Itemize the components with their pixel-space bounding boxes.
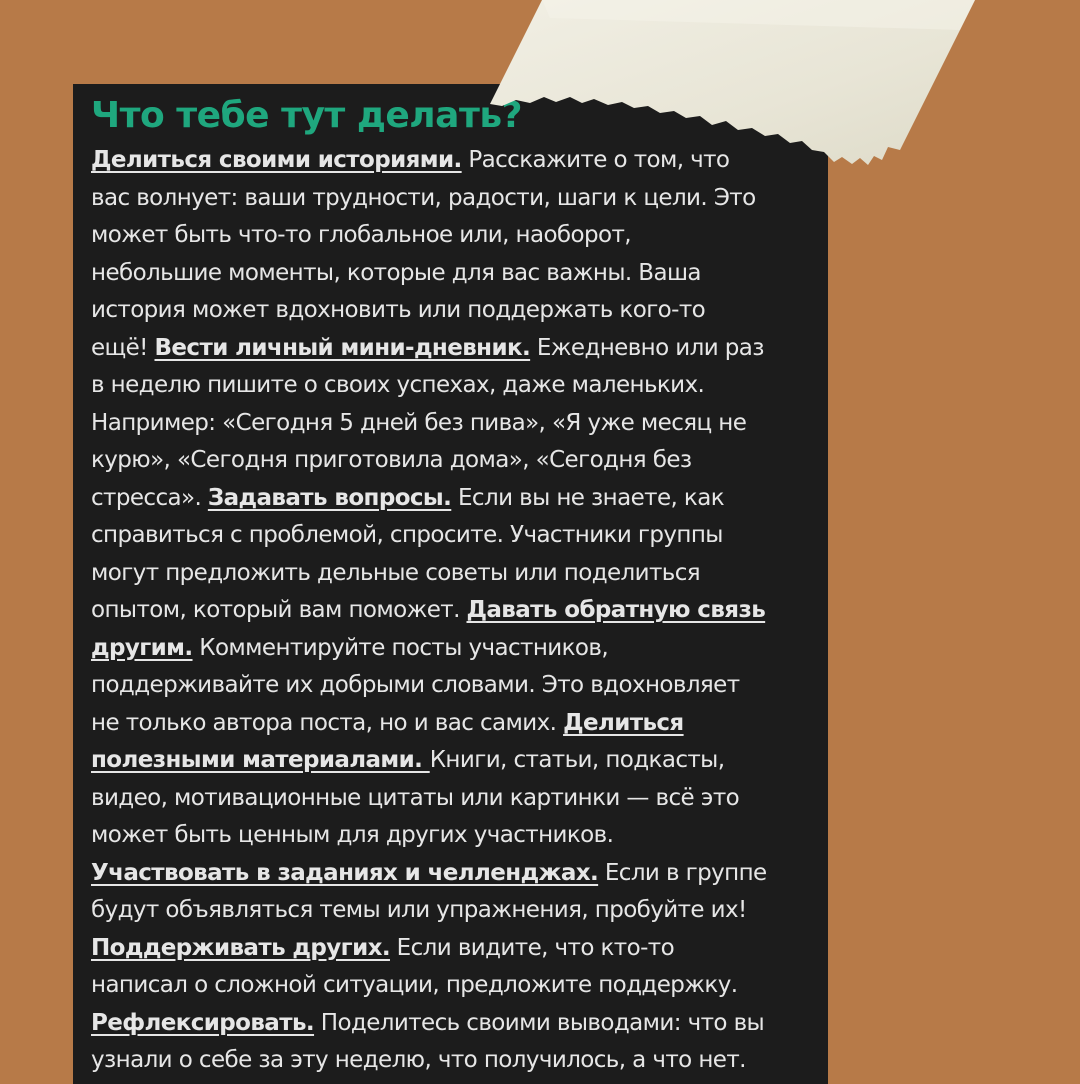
text-line	[91, 892, 811, 930]
text-segment: курю», «Сегодня приготовила дома», «Сегодня без	[91, 447, 692, 473]
text-segment: Книги, статьи, подкасты,	[429, 747, 725, 773]
text-segment: стресса».	[91, 484, 208, 511]
text-line	[91, 667, 811, 705]
text-line	[91, 930, 811, 968]
text-line	[91, 367, 811, 405]
text-segment: может быть ценным для других участников.	[91, 822, 614, 848]
text-segment: в неделю пишите о своих успехах, даже маленьких.	[91, 372, 705, 398]
highlight-heading: Поддерживать других.	[91, 934, 390, 961]
highlight-heading: Делиться своими историями.	[91, 147, 462, 173]
highlight-heading: другим.	[91, 634, 193, 661]
text-segment: поддерживайте их добрыми словами. Это вдохновляет	[91, 672, 740, 698]
text-line	[91, 1005, 811, 1043]
text-segment: будут объявляться темы или упражнения, пробуйте их!	[91, 897, 747, 923]
text-line	[91, 705, 811, 743]
text-segment: Ежедневно или раз	[530, 334, 764, 361]
text-segment: Если вы не знаете, как	[451, 484, 725, 511]
text-segment: справиться с проблемой, спросите. Участники группы	[91, 522, 723, 548]
text-line	[91, 630, 811, 668]
text-line	[91, 817, 811, 855]
text-line	[91, 292, 811, 330]
text-line	[91, 180, 811, 218]
text-segment: история может вдохновить или поддержать кого-то	[91, 297, 706, 323]
text-segment: не только автора поста, но и вас самих.	[91, 709, 564, 736]
text-line	[91, 1042, 811, 1080]
text-segment: Если в группе	[598, 859, 767, 886]
text-line	[91, 517, 811, 555]
text-segment: Если видите, что кто-то	[389, 934, 675, 961]
text-line	[91, 217, 811, 255]
text-segment: Комментируйте посты участников,	[192, 634, 609, 661]
text-segment: опытом, который вам поможет.	[91, 597, 467, 623]
masking-tape-decoration	[490, 0, 990, 175]
highlight-heading: Вести личный мини-дневник.	[154, 334, 531, 361]
highlight-heading: Давать обратную связь	[466, 597, 766, 623]
text-line	[91, 855, 811, 893]
text-line	[91, 405, 811, 443]
highlight-heading: Делиться	[563, 709, 684, 736]
highlight-heading: полезными материалами.	[91, 747, 430, 773]
text-line	[91, 555, 811, 593]
text-line	[91, 480, 811, 518]
highlight-heading: Рефлексировать.	[91, 1009, 315, 1036]
body-text	[91, 142, 811, 1080]
text-segment: Расскажите о том, что	[461, 147, 730, 173]
text-segment: видео, мотивационные цитаты или картинки — всё это	[91, 784, 740, 811]
text-line	[91, 592, 811, 630]
text-segment: вас волнует: ваши трудности, радости, шаги к цели. Это	[91, 184, 756, 211]
highlight-heading: Задавать вопросы.	[207, 484, 452, 511]
text-line	[91, 742, 811, 780]
highlight-heading: Участвовать в заданиях и челленджах.	[91, 859, 599, 886]
text-line	[91, 780, 811, 818]
text-line	[91, 255, 811, 293]
text-segment: узнали о себе за эту неделю, что получилось, а что нет.	[91, 1047, 746, 1073]
text-line	[91, 442, 811, 480]
text-segment: ещё!	[91, 334, 155, 361]
text-line	[91, 330, 811, 368]
page-title: Что тебе тут делать?	[91, 95, 522, 136]
text-segment: небольшие моменты, которые для вас важны. Ваша	[91, 259, 701, 286]
text-line	[91, 967, 811, 1005]
text-segment: могут предложить дельные советы или поделиться	[91, 559, 701, 586]
text-segment: Например: «Сегодня 5 дней без пива», «Я уже месяц не	[91, 409, 747, 436]
text-segment: написал о сложной ситуации, предложите поддержку.	[91, 972, 738, 998]
text-segment: Поделитесь своими выводами: что вы	[314, 1009, 765, 1036]
text-segment: может быть что-то глобальное или, наоборот,	[91, 222, 631, 248]
